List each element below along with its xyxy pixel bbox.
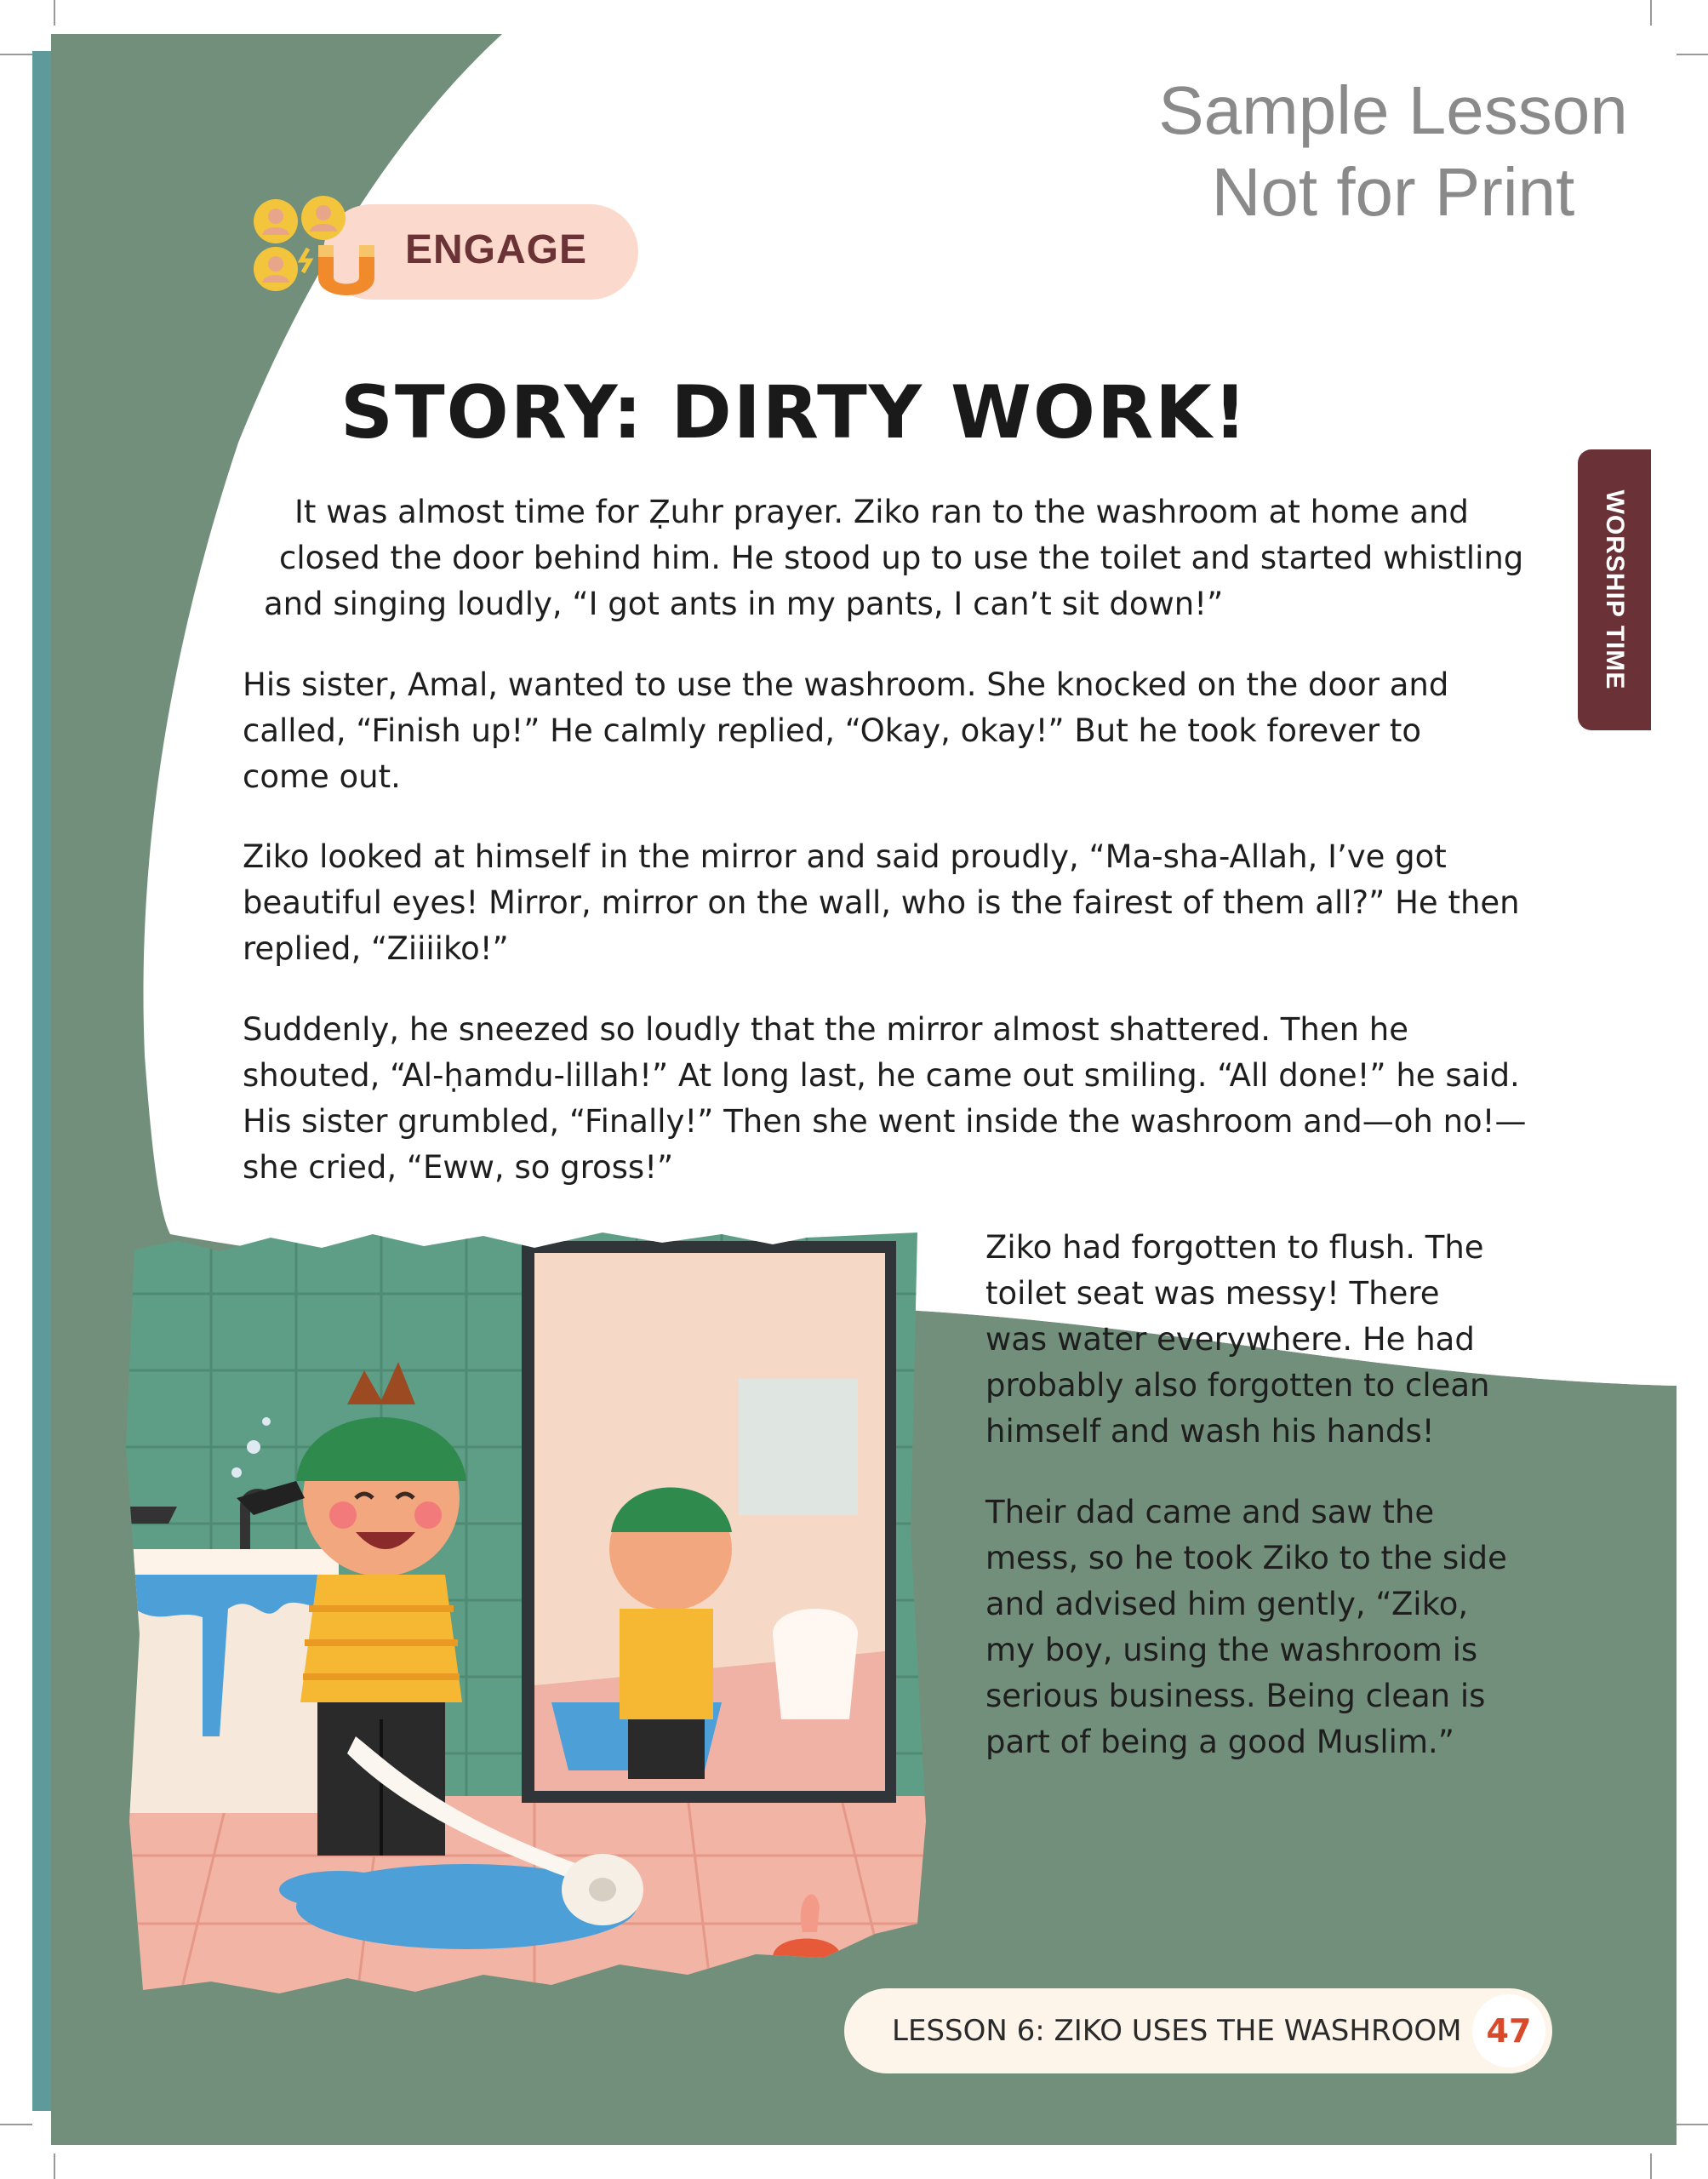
p6-line-3: and advised him gently, “Ziko, — [985, 1586, 1469, 1622]
watermark-line-2: Not for Print — [1211, 154, 1575, 230]
lesson-title: LESSON 6: ZIKO USES THE WASHROOM — [892, 2014, 1462, 2048]
story-paragraph-1 — [0, 489, 1523, 627]
p5-line-1: Ziko had forgotten to flush. The — [985, 1229, 1484, 1266]
engage-label: ENGAGE — [405, 227, 588, 272]
p4-line-2: shouted, “Al-ḥamdu-lillah!” At long last, he came out smiling. “All done!” he said. — [243, 1057, 1520, 1094]
story-paragraph-6 — [985, 1490, 1507, 1765]
p1-line-2: closed the door behind him. He stood up to use the toilet and started whistling — [279, 540, 1524, 576]
p5-line-5: himself and wash his hands! — [985, 1413, 1435, 1450]
page-number: 47 — [1486, 2012, 1532, 2050]
p6-line-6: part of being a good Muslim.” — [985, 1724, 1454, 1760]
p4-line-4: she cried, “Eww, so gross!” — [243, 1149, 674, 1186]
p6-line-4: my boy, using the washroom is — [985, 1632, 1478, 1668]
p6-line-2: mess, so he took Ziko to the side — [985, 1540, 1507, 1576]
story-paragraph-5 — [985, 1225, 1490, 1455]
p5-line-4: probably also forgotten to clean — [985, 1367, 1490, 1404]
p4-line-3: His sister grumbled, “Finally!” Then she went inside the washroom and—oh no!— — [243, 1103, 1527, 1140]
left-edge-bleed — [32, 51, 51, 2111]
p5-line-3: was water everywhere. He had — [985, 1321, 1475, 1358]
p1-line-1: It was almost time for Ẓuhr prayer. Ziko ran to the washroom at home and — [294, 494, 1469, 530]
p3-line-1: Ziko looked at himself in the mirror and said proudly, “Ma-sha-Allah, I’ve got — [243, 838, 1447, 875]
p6-line-1: Their dad came and saw the — [985, 1494, 1435, 1530]
washroom-illustration — [126, 1226, 934, 2009]
story-paragraph-4 — [243, 1007, 1527, 1191]
p3-line-2: beautiful eyes! Mirror, mirror on the wall, who is the fairest of them all?” He then — [243, 884, 1520, 921]
story-paragraph-2 — [243, 662, 1448, 800]
watermark-line-1: Sample Lesson — [1158, 72, 1628, 148]
p2-line-3: come out. — [243, 758, 401, 795]
people-magnet-icon — [245, 189, 381, 325]
worship-time-label: WORSHIP TIME — [1601, 489, 1629, 690]
sample-watermark — [1138, 70, 1648, 233]
p2-line-2: called, “Finish up!” He calmly replied, “Okay, okay!” But he took forever to — [243, 712, 1422, 749]
p5-line-2: toilet seat was messy! There — [985, 1275, 1440, 1312]
p4-line-1: Suddenly, he sneezed so loudly that the mirror almost shattered. Then he — [243, 1011, 1408, 1048]
p2-line-1: His sister, Amal, wanted to use the washroom. She knocked on the door and — [243, 666, 1449, 703]
story-title: STORY: DIRTY WORK! — [340, 370, 1249, 455]
story-paragraph-3 — [243, 834, 1520, 972]
p1-line-3: and singing loudly, “I got ants in my pants, I can’t sit down!” — [264, 586, 1224, 622]
p3-line-3: replied, “Ziiiiko!” — [243, 930, 509, 967]
p6-line-5: serious business. Being clean is — [985, 1678, 1486, 1714]
